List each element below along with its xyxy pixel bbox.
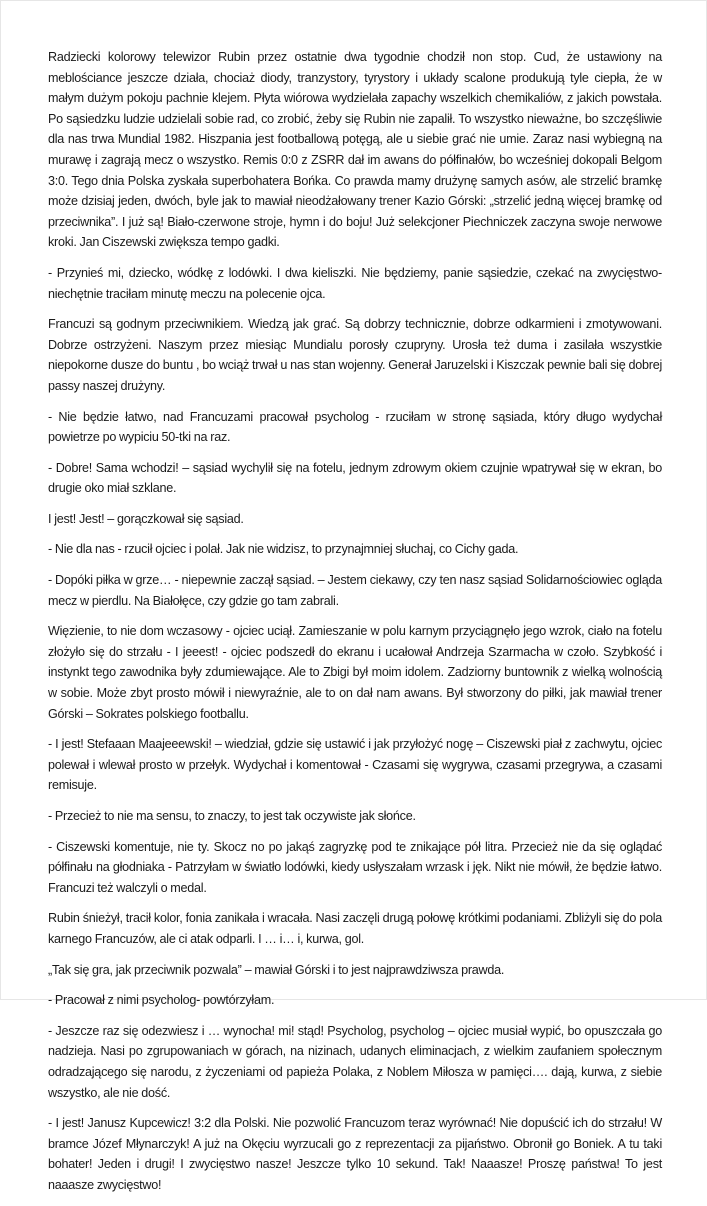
paragraph: Rubin śnieżył, tracił kolor, fonia zanikała i wracała. Nasi zaczęli drugą połowę krótkimi podaniami. Zbliżyli się do pola karnego Francuzów, ale ci atak odparli. I … i… i, kurwa, gol. [48, 911, 662, 946]
paragraph: Francuzi są godnym przeciwnikiem. Wiedzą jak grać. Są dobrzy technicznie, dobrze odkarmieni i zmotywowani. Dobrze ostrzyżeni. Naszym przez miesiąc Mundialu porosły czupryny. Urosła też duma i zasilała wszystkie niepokorne dusze do buntu , bo wciąż trwał u nas stan wojenny. Generał Jaruzelski i Kiszczak pewnie bali się dobrej passy naszej drużyny. [48, 317, 662, 393]
paragraph: Więzienie, to nie dom wczasowy - ojciec uciął. Zamieszanie w polu karnym przyciągnęło jego wzrok, ciało na fotelu złożyło się do strzału - I jeeest! - ojciec podszedł do ekranu i ucałował Andrzeja Szarmacha w czoło. Szybkość i instynkt tego zawodnika były zdumiewające. Ale to Zbigi był moim idolem. Zadziorny buntownik z wielką wolnością w sobie. Może zbyt prosto mówił i niewyraźnie, ale to on dał nam awans. Był stworzony do piłki, jak mawiał trener Górski – Sokrates polskiego footballu. [48, 624, 662, 721]
paragraph: - Nie dla nas - rzucił ojciec i polał. Jak nie widzisz, to przynajmniej słuchaj, co Cichy gada. [48, 542, 519, 557]
paragraph: Radziecki kolorowy telewizor Rubin przez ostatnie dwa tygodnie chodził non stop. Cud, że ustawiony na meblościance jeszcze działa, chociaż diody, tranzystory, tyrystory i układy scalone produkują tyle ciepła, że w małym dużym pokoju pachnie klejem. Płyta wiórowa wydzielała zapachy wszelkich chemikaliów, z jakich powstała. Po sąsiedzku ludzie udzielali sobie rad, co zrobić, żeby się Rubin nie zapalił. To wszystko nieważne, bo szczęśliwie dla nas trwa Mundial 1982. Hiszpania jest footballową potęgą, ale u siebie grać nie umie. Zaraz nasi wybiegną na murawę i zagrają mecz o wszystko. Remis 0:0 z ZSRR dał im awans do półfinałów, bo wcześniej dokopali Belgom 3:0. Tego dnia Polska zyskała superbohatera Bońka. Co prawda mamy drużynę samych asów, ale strzelić bramkę może dzisiaj jeden, dwóch, byle jak to mawiał nieodżałowany trener Kazio Górski: „strzelić jedną więcej bramkę od przeciwnika”. I już są! Biało-czerwone stroje, hymn i do boju! Już selekcjoner Piechniczek zaczyna swoje nerwowe kroki. Jan Ciszewski zwiększa tempo gadki. [48, 50, 662, 250]
paragraph: - Przynieś mi, dziecko, wódkę z lodówki. I dwa kieliszki. Nie będziemy, panie sąsiedzie, czekać na zwycięstwo- niechętnie traciłam minutę meczu na polecenie ojca. [48, 265, 662, 301]
paragraph: - I jest! Janusz Kupcewicz! 3:2 dla Polski. Nie pozwolić Francuzom teraz wyrównać! Nie dopuścić ich do strzału! W bramce Józef Młynarczyk! A już na Okęciu wyrzucali go z reprezentacji za pijaństwo. Obronił go Boniek. A tu taki bohater! Jeden i drugi! I zwycięstwo nasze! Jeszcze tylko 10 sekund. Tak! Naaasze! Proszę państwa! To jest naaasze zwycięstwo! [48, 1116, 662, 1192]
paragraph: - I jest! Stefaaan Maajeeewski! – wiedział, gdzie się ustawić i jak przyłożyć nogę – Ciszewski piał z zachwytu, ojciec polewał i wlewał prosto w przełyk. Wydychał i komentował - Czasami się wygrywa, czasami przegrywa, a czasami remisuje. [48, 737, 662, 793]
paragraph: „Tak się gra, jak przeciwnik pozwala” – mawiał Górski i to jest najprawdziwsza prawda. [48, 962, 505, 977]
paragraph: - Jeszcze raz się odezwiesz i … wynocha! mi! stąd! Psycholog, psycholog – ojciec musiał wypić, bo opuszczała go nadzieja. Nasi po zgrupowaniach w górach, na nizinach, udanych eliminacjach, z wielkim zaufaniem społecznym odradzającego się narodu, z życzeniami od papieża Polaka, z Noblem Miłosza w pamięci…. dają, kurwa, z siebie wszystko, ale nie dość. [48, 1023, 662, 1100]
paragraph: - Ciszewski komentuje, nie ty. Skocz no po jakąś zagryzkę pod te znikające pół litra. Przecież nie da się oglądać półfinału na głodniaka - Patrzyłam w światło lodówki, kiedy usłyszałam wrzask i jęk. Nikt nie mówił, że będzie łatwo. Francuzi też walczyli o medal. [48, 839, 662, 895]
document-body [48, 47, 662, 1206]
paragraph: - Dobre! Sama wchodzi! – sąsiad wychylił się na fotelu, jednym zdrowym okiem czujnie wpatrywał się w ekran, bo drugie oko miał szklane. [48, 460, 662, 496]
paragraph: - Nie będzie łatwo, nad Francuzami pracował psycholog - rzuciłam w stronę sąsiada, który długo wydychał powietrze po wypiciu 50-tki na raz. [48, 409, 662, 445]
paragraph: - Dopóki piłka w grze… - niepewnie zaczął sąsiad. – Jestem ciekawy, czy ten nasz sąsiad Solidarnościowiec ogląda mecz w pierdlu. Na Białołęce, czy gdzie go tam zabrali. [48, 573, 662, 608]
paragraph: - Pracował z nimi psycholog- powtórzyłam. [48, 993, 275, 1008]
paragraph: - Przecież to nie ma sensu, to znaczy, to jest tak oczywiste jak słońce. [48, 809, 416, 823]
paragraph: I jest! Jest! – gorączkował się sąsiad. [48, 511, 244, 526]
